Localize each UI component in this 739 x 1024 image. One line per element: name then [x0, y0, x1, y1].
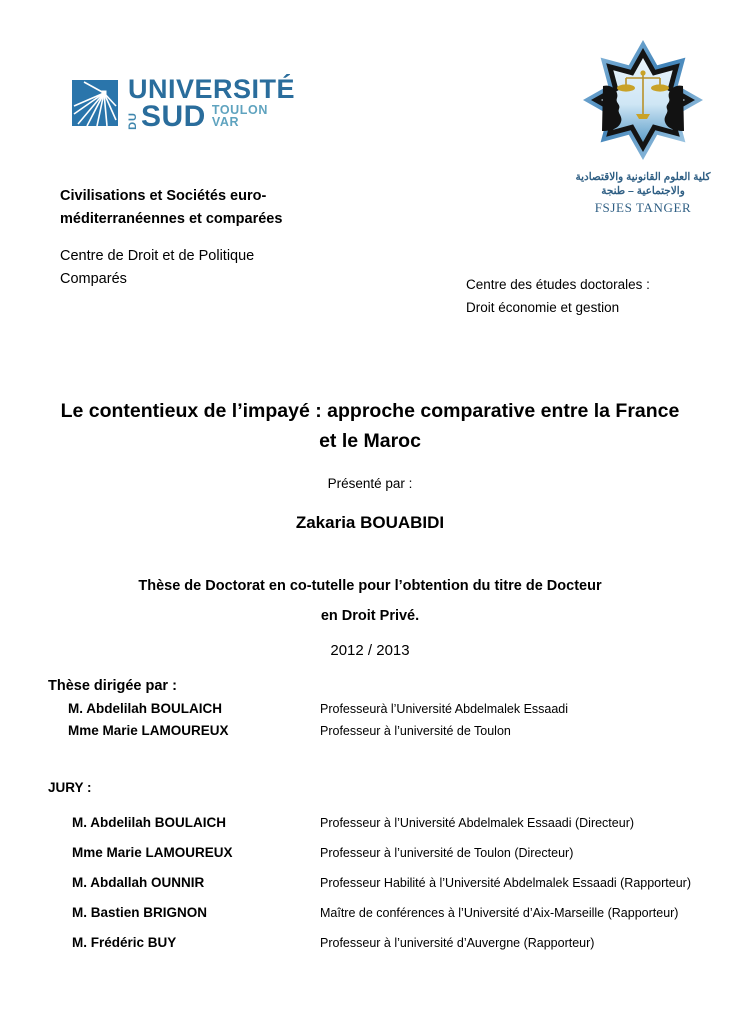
jury-heading: JURY :	[48, 780, 92, 795]
supervisors-section	[48, 678, 708, 738]
supervisor-role: Professeurà l’Université Abdelmalek Essaadi	[320, 702, 569, 716]
university-sud-label: SUD	[141, 100, 206, 133]
doctoral-school-line-2: Droit économie et gestion	[466, 299, 620, 315]
jury-member-name: M. Bastien BRIGNON	[72, 905, 208, 920]
jury-member-name: M. Frédéric BUY	[72, 935, 177, 950]
table-row	[48, 694, 708, 716]
table-row	[48, 795, 728, 830]
jury-member-role: Professeur à l’Université Abdelmalek Essaadi (Directeur)	[320, 816, 635, 830]
supervisor-role: Professeur à l’université de Toulon	[320, 724, 511, 738]
university-toulon-label: TOULON	[211, 102, 268, 117]
academic-year: 2012 / 2013	[330, 642, 410, 659]
fsjes-arabic-name	[573, 170, 713, 198]
fsjes-star-emblem-icon	[577, 38, 709, 166]
jury-member-name: M. Abdallah OUNNIR	[72, 875, 205, 890]
jury-member-name: Mme Marie LAMOUREUX	[72, 845, 233, 860]
degree-line-2: en Droit Privé.	[320, 607, 420, 624]
degree-line-1: Thèse de Doctorat en co-tutelle pour l’obtention du titre de Docteur	[138, 578, 602, 594]
university-name-line: UNIVERSITÉ	[128, 74, 296, 104]
presented-by-label: Présenté par :	[327, 476, 413, 491]
table-row	[48, 920, 728, 950]
jury-member-role: Professeur à l’université de Toulon (Directeur)	[320, 846, 574, 860]
supervisor-name: M. Abdelilah BOULAICH	[68, 701, 222, 716]
supervisors-table	[48, 694, 708, 738]
universite-de-toulon-logo	[72, 74, 296, 133]
table-row	[48, 716, 708, 738]
fsjes-arabic-line-1: كلية العلوم القانونية والاقتصادية	[575, 171, 711, 183]
author-name: Zakaria BOUABIDI	[295, 513, 445, 532]
table-row	[48, 830, 728, 860]
jury-member-role: Professeur à l’université d’Auvergne (Rapporteur)	[320, 936, 595, 950]
university-var-label: VAR	[211, 114, 240, 129]
doctoral-school-line-1: Centre des études doctorales :	[466, 277, 650, 292]
fsjes-latin-name: FSJES TANGER	[594, 200, 692, 216]
table-row	[48, 890, 728, 920]
university-sunburst-icon	[72, 80, 118, 130]
jury-section	[48, 780, 728, 950]
laboratory-affiliation	[60, 185, 305, 292]
laboratory-title: Civilisations et Sociétés euro-méditerranéennes et comparées	[60, 188, 283, 228]
degree-statement	[40, 572, 700, 631]
thesis-title: Le contentieux de l’impayé : approche comparative entre la France et le Maroc	[60, 400, 680, 453]
doctoral-school-affiliation	[466, 274, 706, 319]
university-wordmark	[127, 74, 296, 133]
jury-table	[48, 795, 728, 950]
supervisors-heading: Thèse dirigée par :	[48, 678, 177, 694]
laboratory-center: Centre de Droit et de Politique Comparés	[60, 247, 255, 288]
university-du-label: DU	[127, 111, 139, 130]
jury-member-role: Maître de conférences à l’Université d’Aix-Marseille (Rapporteur)	[320, 906, 679, 920]
table-row	[48, 860, 728, 890]
jury-member-name: M. Abdelilah BOULAICH	[72, 815, 226, 830]
jury-member-role: Professeur Habilité à l’Université Abdelmalek Essaadi (Rapporteur)	[320, 876, 692, 890]
fsjes-arabic-line-2: والاجتماعية – طنجة	[601, 185, 685, 198]
supervisor-name: Mme Marie LAMOUREUX	[68, 723, 229, 738]
fsjes-tanger-logo	[573, 38, 713, 216]
